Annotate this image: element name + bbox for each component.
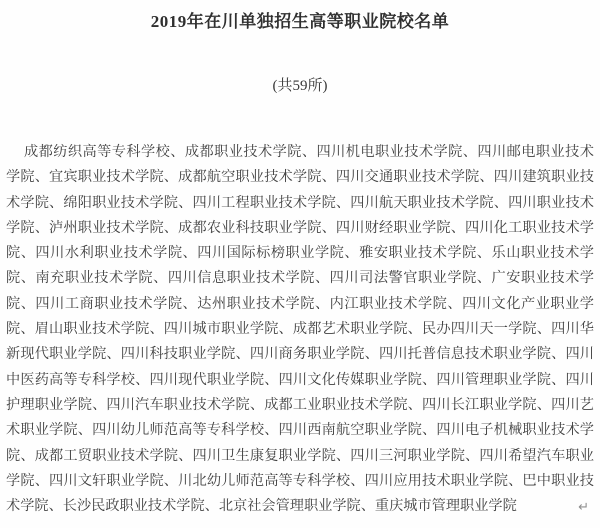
college-list-line: 院、成都工贸职业技术学院、四川卫生康复职业学院、四川三河职业学院、四川希望汽车职业: [6, 447, 594, 464]
college-list-line: 院、四川工商职业技术学院、达州职业技术学院、内江职业技术学院、四川文化产业职业学: [6, 295, 594, 312]
college-list-line: 院、四川水利职业技术学院、四川国际标榜职业学院、雅安职业技术学院、乐山职业技术学: [6, 245, 594, 262]
paragraph-return-icon: ↵: [578, 500, 589, 515]
college-list-paragraph: [6, 140, 594, 519]
college-list-line: 术职业学院、四川幼儿师范高等专科学校、四川西南航空职业学院、四川电子机械职业技术学: [6, 422, 594, 439]
college-list-line: 新现代职业学院、四川科技职业学院、四川商务职业学院、四川托普信息技术职业学院、四川: [6, 346, 594, 363]
college-list-line: 学院、泸州职业技术学院、成都农业科技职业学院、四川财经职业学院、四川化工职业技术学: [6, 219, 594, 236]
college-list-line: 术学院、长沙民政职业技术学院、北京社会管理职业学院、重庆城市管理职业学院: [6, 498, 517, 515]
college-list-line: 院、眉山职业技术学院、四川城市职业学院、成都艺术职业学院、民办四川天一学院、四川华: [6, 321, 594, 338]
college-list-line: 院、南充职业技术学院、四川信息职业技术学院、四川司法警官职业学院、广安职业技术学: [6, 270, 594, 287]
college-list-line: 术学院、绵阳职业技术学院、四川工程职业技术学院、四川航天职业技术学院、四川职业技术: [6, 194, 594, 211]
college-list-line: 中医药高等专科学校、四川现代职业学院、四川文化传媒职业学院、四川管理职业学院、四川: [6, 371, 594, 388]
college-list-line: 护理职业学院、四川汽车职业技术学院、成都工业职业技术学院、四川长江职业学院、四川艺: [6, 396, 594, 413]
college-list-line: 成都纺织高等专科学校、成都职业技术学院、四川机电职业技术学院、四川邮电职业技术: [24, 144, 594, 160]
document-title: 2019年在川单独招生高等职业院校名单: [150, 12, 450, 31]
college-list-line: 学院、四川文轩职业学院、川北幼儿师范高等专科学校、四川应用技术职业学院、巴中职业技: [6, 472, 594, 489]
document-subtitle: (共59所): [272, 78, 328, 94]
college-list-line: 学院、宜宾职业技术学院、成都航空职业技术学院、四川交通职业技术学院、四川建筑职业技: [6, 169, 594, 186]
